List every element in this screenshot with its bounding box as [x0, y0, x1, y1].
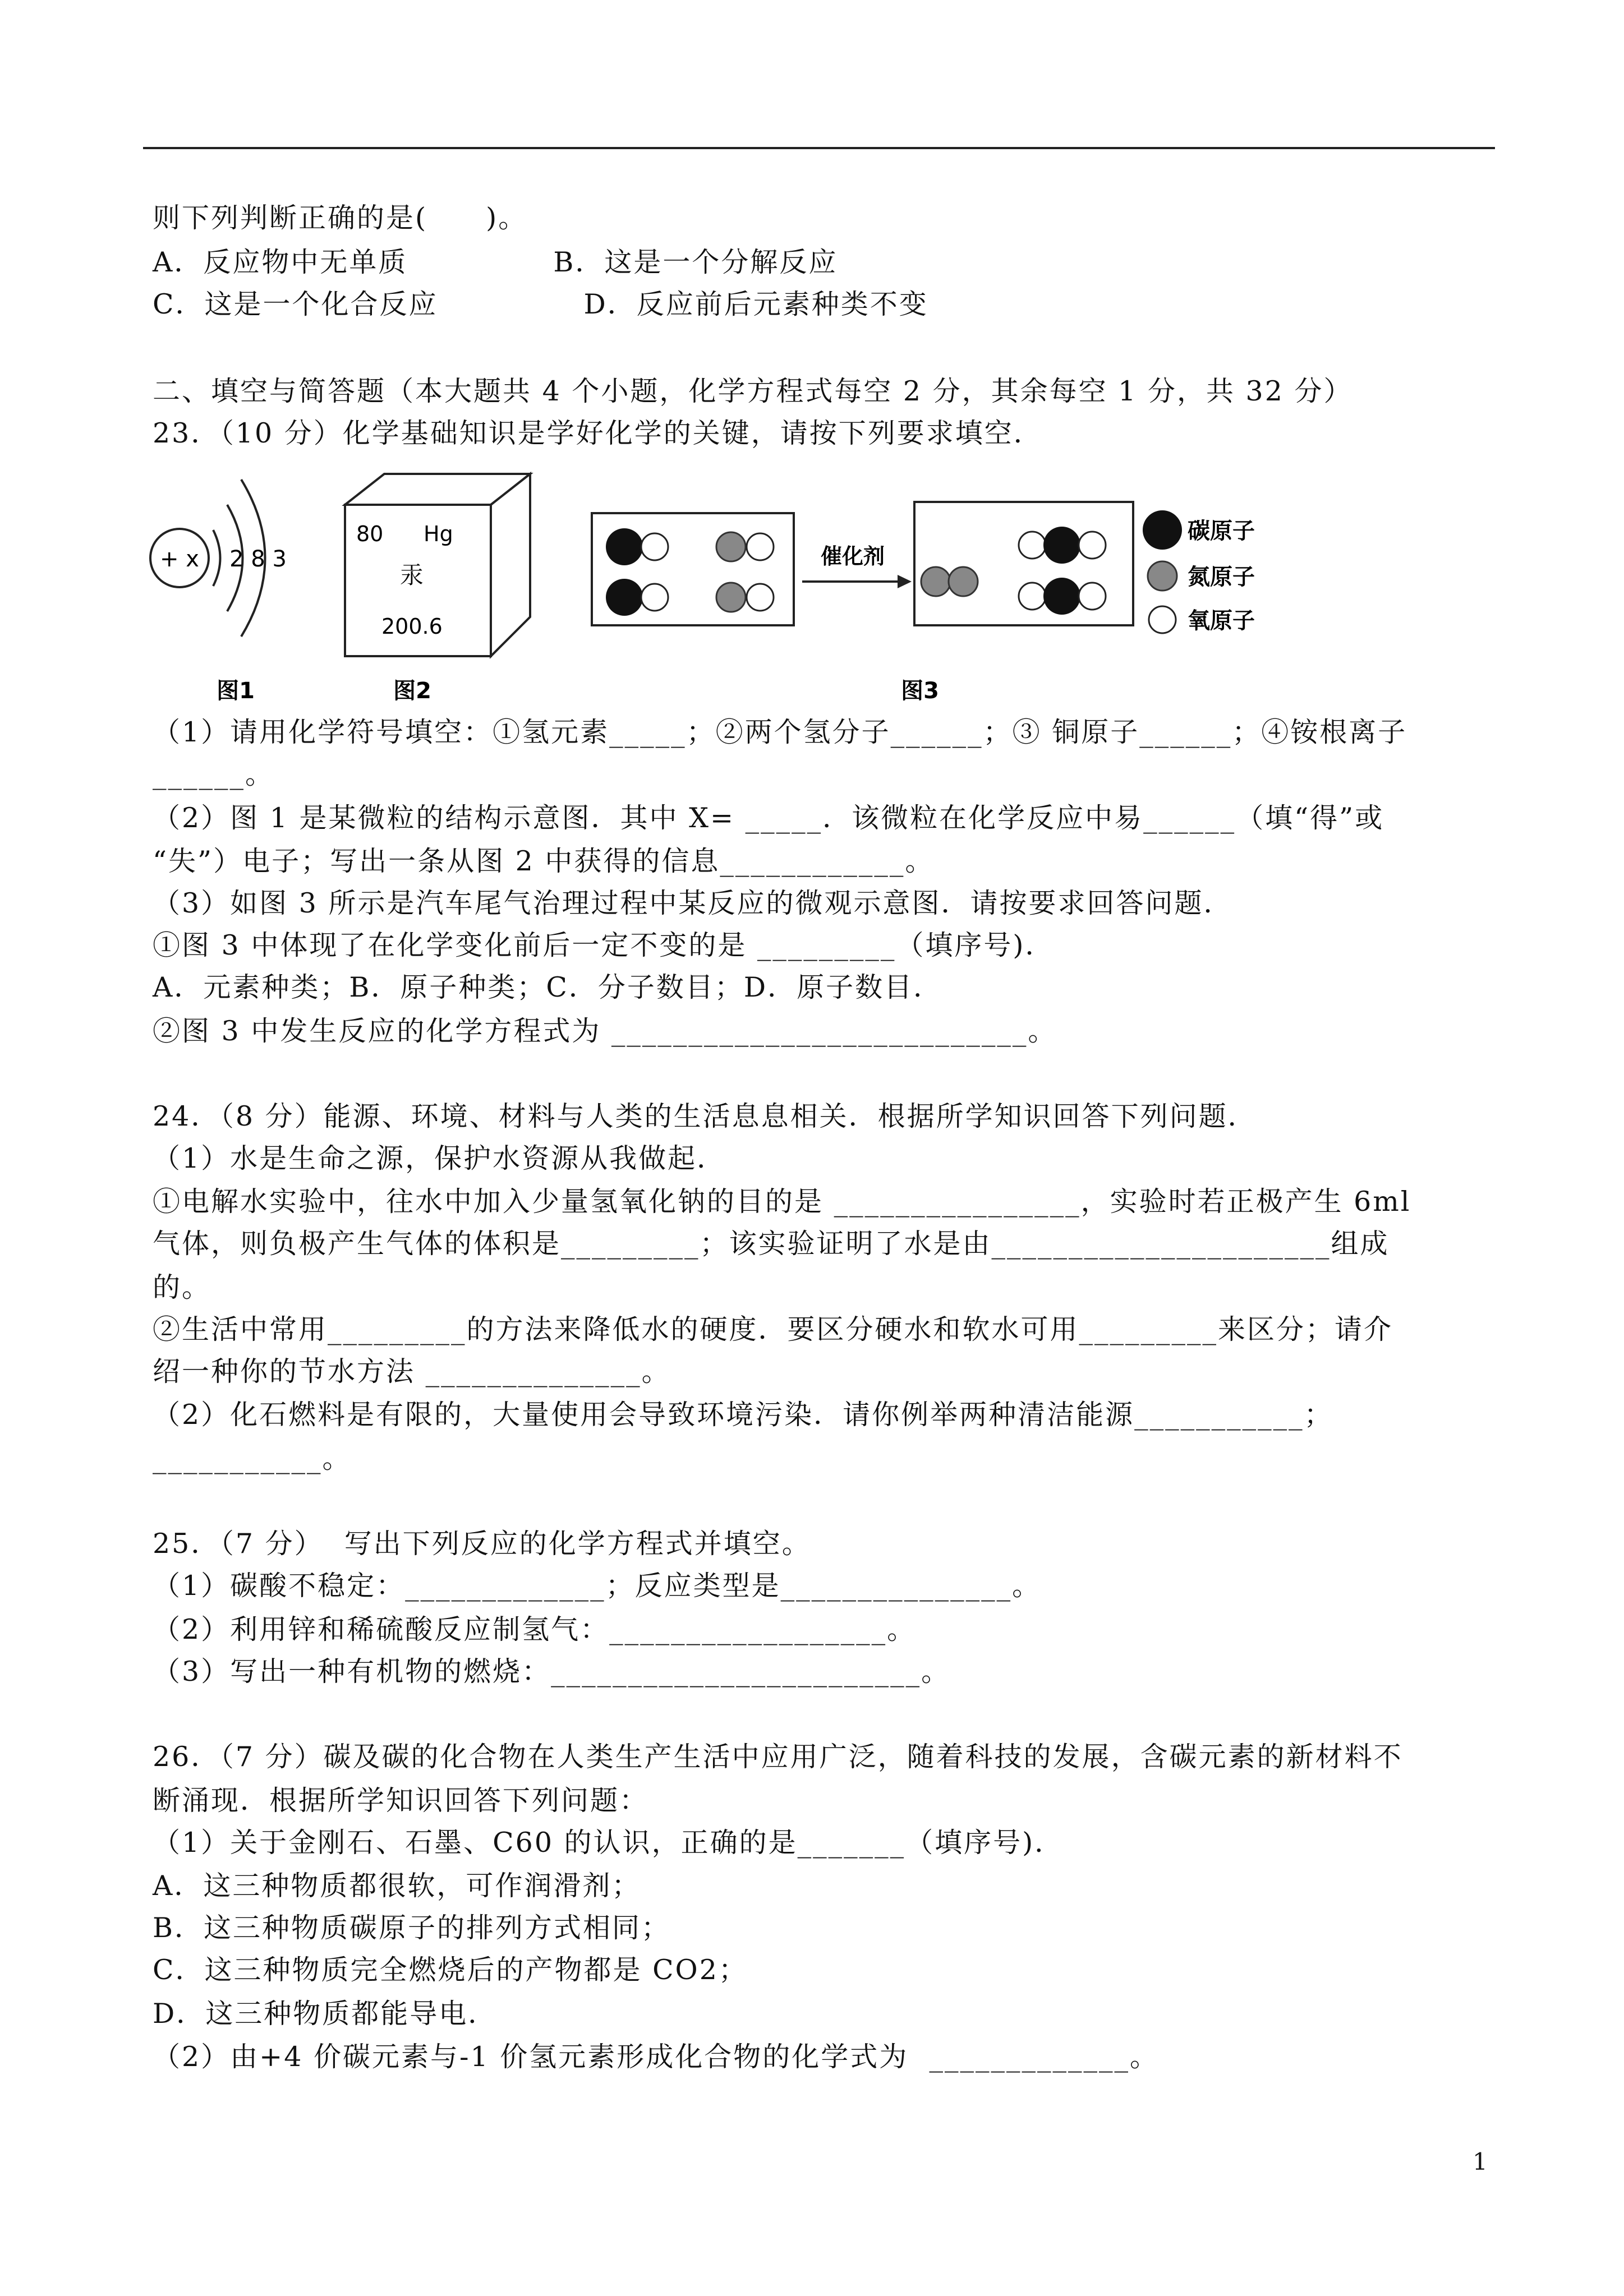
legend-nitrogen-swatch [1148, 561, 1177, 591]
header-rule [143, 147, 1495, 149]
text-line-l27: 26．（7 分）碳及碳的化合物在人类生产生活中应用广泛，随着科技的发展，含碳元素的新材料不 [153, 1741, 1403, 1773]
text-line-l05: 23．（10 分）化学基础知识是学好化学的关键，请按下列要求填空． [153, 417, 1043, 449]
text-line-l20: 绍一种你的节水方法 ______________。 [153, 1356, 671, 1387]
element-name: 汞 [400, 561, 424, 589]
text-line-l11: ①图 3 中体现了在化学变化前后一定不变的是 _________（填序号)． [153, 929, 1055, 961]
nitrogen-atom [716, 532, 746, 561]
oxygen-atom [1019, 583, 1046, 610]
text-line-l32: C．这三种物质完全燃烧后的产物都是 CO2； [153, 1954, 748, 1986]
figure-row [143, 457, 1255, 709]
text-line-l23: 25．（7 分） 写出下列反应的化学方程式并填空。 [153, 1528, 811, 1560]
legend-oxygen-swatch [1149, 606, 1176, 633]
figure-3-caption: 图3 [901, 678, 939, 704]
oxygen-atom [1019, 532, 1046, 559]
text-line-l24: （1）碳酸不稳定：_____________；反应类型是_______________。 [153, 1570, 1042, 1602]
text-line-l18: 的。 [153, 1271, 211, 1303]
carbon-atom [606, 528, 643, 565]
element-symbol: Hg [424, 522, 453, 546]
oxygen-atom [1079, 583, 1106, 610]
text-line-l01: 则下列判断正确的是( )。 [153, 202, 528, 234]
text-line-l34: （2）由+4 价碳元素与-1 价氢元素形成化合物的化学式为 _____________。 [153, 2041, 1159, 2073]
legend-oxygen-label: 氧原子 [1188, 608, 1255, 634]
nucleus-label: + x [160, 546, 199, 572]
text-line-l30: A．这三种物质都很软，可作润滑剂； [153, 1870, 641, 1902]
page-number: 1 [1473, 2148, 1488, 2175]
figure-2-caption: 图2 [393, 678, 431, 704]
oxygen-atom [641, 584, 668, 611]
text-line-l16: ①电解水实验中，往水中加入少量氢氧化钠的目的是 ________________，实验时若正极产生 6ml [153, 1186, 1411, 1218]
text-line-l09: “失”）电子；写出一条从图 2 中获得的信息____________。 [153, 845, 935, 877]
carbon-atom [1043, 527, 1080, 564]
carbon-atom [1043, 578, 1080, 615]
oxygen-atom [641, 533, 668, 560]
text-line-l28: 断涌现．根据所学知识回答下列问题： [153, 1785, 649, 1816]
text-line-l31: B．这三种物质碳原子的排列方式相同； [153, 1912, 671, 1944]
nitrogen-atom [949, 567, 978, 596]
text-line-l22: ___________。 [153, 1442, 352, 1474]
atomic-number: 80 [356, 522, 384, 546]
oxygen-atom [1079, 532, 1106, 559]
text-line-l02: A．反应物中无单质 B．这是一个分解反应 [153, 246, 838, 278]
text-line-l13: ②图 3 中发生反应的化学方程式为 ___________________________。 [153, 1015, 1057, 1047]
legend-carbon-label: 碳原子 [1188, 518, 1255, 544]
text-line-l12: A．元素种类；B．原子种类；C．分子数目；D．原子数目． [153, 971, 943, 1003]
oxygen-atom [747, 533, 774, 560]
figure-2-element-cube [345, 474, 530, 704]
text-line-l04: 二、填空与简答题（本大题共 4 个小题，化学方程式每空 2 分，其余每空 1 分，共 32 分） [153, 375, 1353, 407]
text-line-l21: （2）化石燃料是有限的，大量使用会导致环境污染．请你例举两种清洁能源___________； [153, 1399, 1333, 1431]
figure-3-reaction-diagram [592, 502, 1255, 704]
text-line-l06: （1）请用化学符号填空：①氢元素_____；②两个氢分子______；③ 铜原子______；④铵根离子 [153, 716, 1407, 748]
text-line-l14: 24．（8 分）能源、环境、材料与人类的生活息息相关．根据所学知识回答下列问题． [153, 1100, 1257, 1132]
text-line-l29: （1）关于金刚石、石墨、C60 的认识，正确的是_______（填序号)． [153, 1827, 1064, 1859]
text-line-l10: （3）如图 3 所示是汽车尾气治理过程中某反应的微观示意图．请按要求回答问题． [153, 887, 1233, 919]
text-line-l33: D．这三种物质都能导电． [153, 1998, 498, 2030]
text-line-l03: C．这是一个化合反应 D．反应前后元素种类不变 [153, 288, 928, 320]
legend-nitrogen-label: 氮原子 [1188, 564, 1255, 590]
text-line-l07: ______。 [153, 758, 275, 790]
nitrogen-atom [921, 567, 950, 596]
figure-1-atom-structure [150, 480, 287, 704]
catalyst-label: 催化剂 [820, 544, 885, 569]
text-line-l17: 气体，则负极产生气体的体积是_________；该实验证明了水是由______________________组成 [153, 1228, 1390, 1260]
atomic-mass: 200.6 [381, 614, 443, 639]
text-line-l25: （2）利用锌和稀硫酸反应制氢气：__________________。 [153, 1613, 917, 1645]
nitrogen-atom [716, 583, 746, 612]
electron-shell-1 [213, 530, 220, 586]
shell-electrons: 2 8 3 [229, 546, 287, 572]
text-line-l08: （2）图 1 是某微粒的结构示意图．其中 X= _____．该微粒在化学反应中易______（填“得”或 [153, 802, 1384, 834]
figure-1-caption: 图1 [217, 678, 255, 704]
carbon-atom [606, 579, 643, 616]
legend-carbon-swatch [1143, 510, 1182, 550]
text-line-l19: ②生活中常用_________的方法来降低水的硬度．要区分硬水和软水可用_________来区分；请介 [153, 1313, 1393, 1345]
oxygen-atom [747, 584, 774, 611]
text-line-l26: （3）写出一种有机物的燃烧：________________________。 [153, 1656, 951, 1688]
text-line-l15: （1）水是生命之源，保护水资源从我做起． [153, 1142, 726, 1174]
